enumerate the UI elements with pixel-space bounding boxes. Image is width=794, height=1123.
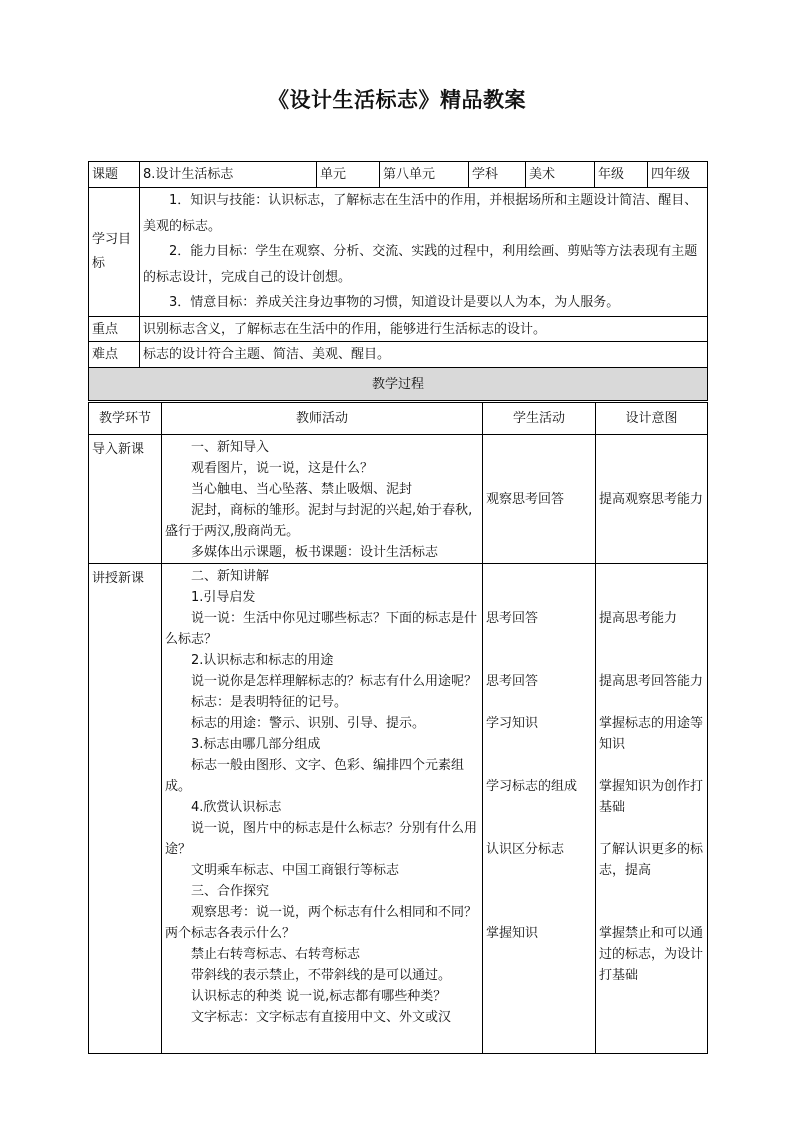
difficulty-label: 难点 — [89, 342, 140, 368]
intent-line: 提高思考能力 — [599, 611, 678, 626]
teacher-line: 说一说，图片中的标志是什么标志？分别有什么用途？ — [165, 821, 478, 857]
topic-label: 课题 — [89, 162, 140, 188]
teach-student-cell — [483, 564, 596, 1054]
intent-line: 掌握标志的用途等知识 — [599, 716, 704, 752]
teacher-line: 当心触电、当心坠落、禁止吸烟、泥封 — [191, 482, 413, 497]
intent-line: 掌握禁止和可以通过的标志，为设计打基础 — [599, 926, 704, 983]
teacher-line: 说一说你是怎样理解标志的？标志有什么用途呢？ — [191, 674, 478, 689]
unit-label: 单元 — [317, 162, 380, 188]
teacher-line: 认识标志的种类 说一说,标志都有哪些种类？ — [191, 989, 447, 1004]
teach-teacher-cell — [162, 564, 483, 1054]
student-line: 认识区分标志 — [486, 842, 565, 857]
lesson-info-table — [88, 161, 708, 401]
stage-teach: 讲授新课 — [89, 564, 162, 1054]
teacher-line: 标志：是表明特征的记号。 — [191, 695, 348, 710]
goals-label: 学习目标 — [89, 188, 140, 317]
key-point-text: 识别标志含义，了解标志在生活中的作用，能够进行生活标志的设计。 — [140, 317, 708, 342]
teacher-line: 一、新知导入 — [191, 440, 270, 455]
teaching-process-table — [88, 402, 708, 1054]
teacher-line: 3.标志由哪几部分组成 — [191, 737, 321, 752]
column-header-intent: 设计意图 — [596, 403, 708, 435]
goal-item: 3．情意目标：养成关注身边事物的习惯，知道设计是要以人为本，为人服务。 — [169, 295, 620, 311]
teacher-line: 泥封，商标的雏形。泥封与封泥的兴起,始于春秋,盛行于两汉,殷商尚无。 — [165, 503, 473, 539]
teacher-line: 1.引导启发 — [191, 590, 256, 605]
document-title: 《设计生活标志》精品教案 — [268, 88, 526, 112]
teacher-line: 说一说：生活中你见过哪些标志？下面的标志是什么标志？ — [165, 611, 478, 647]
intro-intent: 提高观察思考能力 — [596, 435, 708, 564]
teacher-line: 2.认识标志和标志的用途 — [191, 653, 334, 668]
student-line: 思考回答 — [486, 611, 539, 626]
teacher-line: 禁止右转弯标志、右转弯标志 — [191, 947, 361, 962]
column-header-student: 学生活动 — [483, 403, 596, 435]
goal-item: 1．知识与技能：认识标志，了解标志在生活中的作用，并根据场所和主题设计简洁、醒目、美观的标志。 — [143, 193, 698, 234]
teacher-line: 标志的用途：警示、识别、引导、提示。 — [191, 716, 426, 731]
teacher-line: 4.欣赏认识标志 — [191, 800, 282, 815]
teacher-line: 观看图片，说一说，这是什么？ — [191, 461, 374, 476]
grade-label: 年级 — [595, 162, 648, 188]
teacher-line: 观察思考：说一说，两个标志有什么相同和不同？两个标志各表示什么？ — [165, 905, 478, 941]
intent-line: 了解认识更多的标志，提高 — [599, 842, 704, 878]
teacher-line: 文字标志：文字标志有直接用中文、外文或汉 — [191, 1010, 452, 1025]
student-line: 学习标志的组成 — [486, 779, 578, 794]
teacher-line: 多媒体出示课题，板书课题：设计生活标志 — [191, 545, 439, 560]
subject-value: 美术 — [526, 162, 595, 188]
student-line: 掌握知识 — [486, 926, 539, 941]
unit-value: 第八单元 — [380, 162, 469, 188]
grade-value: 四年级 — [648, 162, 708, 188]
teacher-line: 二、新知讲解 — [191, 569, 270, 584]
column-header-stage: 教学环节 — [89, 403, 162, 435]
student-line: 思考回答 — [486, 674, 539, 689]
process-header: 教学过程 — [89, 368, 708, 401]
intro-student: 观察思考回答 — [483, 435, 596, 564]
teach-intent-cell — [596, 564, 708, 1054]
intent-line: 掌握知识为创作打基础 — [599, 779, 704, 815]
goals-cell — [140, 188, 708, 317]
column-header-teacher: 教师活动 — [162, 403, 483, 435]
difficulty-text: 标志的设计符合主题、简洁、美观、醒目。 — [140, 342, 708, 368]
teacher-line: 标志一般由图形、文字、色彩、编排四个元素组成。 — [165, 758, 465, 794]
teacher-line: 三、合作探究 — [191, 884, 270, 899]
subject-label: 学科 — [469, 162, 526, 188]
key-point-label: 重点 — [89, 317, 140, 342]
intro-teacher-cell — [162, 435, 483, 564]
intent-line: 提高思考回答能力 — [599, 674, 704, 689]
student-line: 学习知识 — [486, 716, 539, 731]
stage-intro: 导入新课 — [89, 435, 162, 564]
goal-item: 2．能力目标：学生在观察、分析、交流、实践的过程中，利用绘画、剪贴等方法表现有主题的标志设计，完成自己的设计创想。 — [143, 244, 698, 285]
teacher-line: 带斜线的表示禁止，不带斜线的是可以通过。 — [191, 968, 452, 983]
teacher-line: 文明乘车标志、中国工商银行等标志 — [191, 863, 400, 878]
topic-value: 8.设计生活标志 — [140, 162, 317, 188]
